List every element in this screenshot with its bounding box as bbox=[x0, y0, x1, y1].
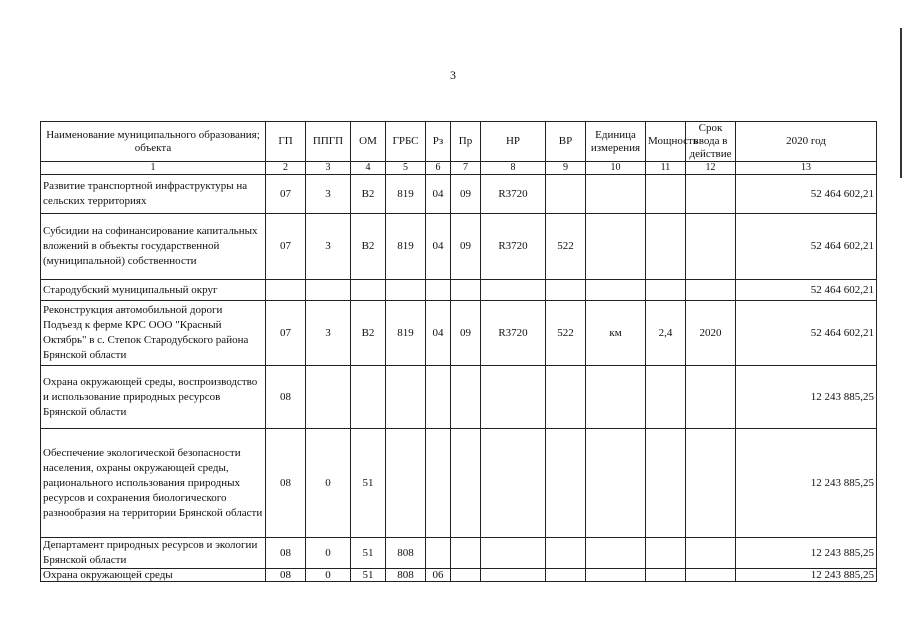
cell-grbs: 819 bbox=[386, 301, 426, 366]
header-capacity: Мощность bbox=[646, 122, 686, 162]
column-number: 3 bbox=[306, 162, 351, 175]
cell-term bbox=[686, 429, 736, 538]
cell-om: В2 bbox=[351, 214, 386, 280]
cell-capacity bbox=[646, 569, 686, 582]
column-number: 11 bbox=[646, 162, 686, 175]
cell-capacity bbox=[646, 538, 686, 569]
cell-name: Охрана окружающей среды, воспроизводство и использование природных ресурсов Брянской области bbox=[41, 366, 266, 429]
cell-vr bbox=[546, 366, 586, 429]
cell-grbs bbox=[386, 366, 426, 429]
cell-gp bbox=[266, 280, 306, 301]
cell-vr: 522 bbox=[546, 214, 586, 280]
table-row bbox=[41, 569, 877, 582]
column-number: 12 bbox=[686, 162, 736, 175]
table-row bbox=[41, 280, 877, 301]
cell-ppgp: 3 bbox=[306, 301, 351, 366]
cell-capacity bbox=[646, 175, 686, 214]
cell-unit bbox=[586, 366, 646, 429]
cell-name: Департамент природных ресурсов и экологии Брянской области bbox=[41, 538, 266, 569]
cell-unit bbox=[586, 280, 646, 301]
cell-pr bbox=[451, 538, 481, 569]
column-number: 5 bbox=[386, 162, 426, 175]
table-row bbox=[41, 429, 877, 538]
header-rz: Рз bbox=[426, 122, 451, 162]
cell-rz: 04 bbox=[426, 301, 451, 366]
table-row bbox=[41, 301, 877, 366]
cell-om: 51 bbox=[351, 429, 386, 538]
cell-pr bbox=[451, 280, 481, 301]
cell-ppgp: 0 bbox=[306, 538, 351, 569]
cell-rz: 04 bbox=[426, 175, 451, 214]
header-nr: НР bbox=[481, 122, 546, 162]
cell-om bbox=[351, 366, 386, 429]
cell-amount: 52 464 602,21 bbox=[736, 175, 877, 214]
cell-nr: R3720 bbox=[481, 214, 546, 280]
cell-term bbox=[686, 366, 736, 429]
header-unit: Единица измерения bbox=[586, 122, 646, 162]
cell-vr bbox=[546, 429, 586, 538]
cell-term: 2020 bbox=[686, 301, 736, 366]
cell-unit bbox=[586, 175, 646, 214]
header-row bbox=[41, 122, 877, 162]
cell-nr bbox=[481, 538, 546, 569]
cell-nr bbox=[481, 280, 546, 301]
cell-rz bbox=[426, 280, 451, 301]
header-term: Срок ввода в действие bbox=[686, 122, 736, 162]
scan-edge-line bbox=[900, 28, 902, 178]
cell-nr: R3720 bbox=[481, 175, 546, 214]
cell-gp: 07 bbox=[266, 301, 306, 366]
cell-unit: км bbox=[586, 301, 646, 366]
cell-pr bbox=[451, 366, 481, 429]
cell-vr bbox=[546, 280, 586, 301]
cell-capacity bbox=[646, 280, 686, 301]
cell-capacity bbox=[646, 366, 686, 429]
column-number: 6 bbox=[426, 162, 451, 175]
cell-unit bbox=[586, 214, 646, 280]
cell-gp: 08 bbox=[266, 569, 306, 582]
cell-om: 51 bbox=[351, 538, 386, 569]
cell-rz: 06 bbox=[426, 569, 451, 582]
cell-rz bbox=[426, 429, 451, 538]
budget-table bbox=[40, 121, 877, 582]
cell-grbs: 819 bbox=[386, 214, 426, 280]
cell-term bbox=[686, 538, 736, 569]
cell-gp: 07 bbox=[266, 214, 306, 280]
cell-vr bbox=[546, 538, 586, 569]
cell-grbs: 808 bbox=[386, 538, 426, 569]
page-number: 3 bbox=[450, 68, 456, 82]
cell-vr bbox=[546, 175, 586, 214]
cell-amount: 52 464 602,21 bbox=[736, 280, 877, 301]
header-grbs: ГРБС bbox=[386, 122, 426, 162]
cell-rz bbox=[426, 538, 451, 569]
cell-unit bbox=[586, 569, 646, 582]
header-name: Наименование муниципального образования; объекта bbox=[41, 122, 266, 162]
cell-ppgp bbox=[306, 366, 351, 429]
cell-nr bbox=[481, 366, 546, 429]
cell-name: Стародубский муниципальный округ bbox=[41, 280, 266, 301]
header-vr: ВР bbox=[546, 122, 586, 162]
cell-capacity: 2,4 bbox=[646, 301, 686, 366]
cell-ppgp: 3 bbox=[306, 175, 351, 214]
cell-capacity bbox=[646, 429, 686, 538]
cell-capacity bbox=[646, 214, 686, 280]
cell-grbs bbox=[386, 429, 426, 538]
header-om: ОМ bbox=[351, 122, 386, 162]
cell-om bbox=[351, 280, 386, 301]
column-number: 13 bbox=[736, 162, 877, 175]
cell-ppgp bbox=[306, 280, 351, 301]
cell-name: Охрана окружающей среды bbox=[41, 569, 266, 582]
cell-ppgp: 0 bbox=[306, 429, 351, 538]
column-number: 9 bbox=[546, 162, 586, 175]
cell-rz bbox=[426, 366, 451, 429]
cell-amount: 12 243 885,25 bbox=[736, 538, 877, 569]
cell-vr bbox=[546, 569, 586, 582]
cell-name: Обеспечение экологической безопасности населения, охраны окружающей среды, рационального использования природных ресурсов и сохранения биологического разнообразия на территории Брянской области bbox=[41, 429, 266, 538]
column-number: 1 bbox=[41, 162, 266, 175]
header-pr: Пр bbox=[451, 122, 481, 162]
cell-name: Реконструкция автомобильной дороги Подъезд к ферме КРС ООО "Красный Октябрь" в с. Степок Стародубского района Брянской области bbox=[41, 301, 266, 366]
column-number-row bbox=[41, 162, 877, 175]
cell-amount: 12 243 885,25 bbox=[736, 569, 877, 582]
cell-ppgp: 0 bbox=[306, 569, 351, 582]
cell-grbs: 808 bbox=[386, 569, 426, 582]
cell-gp: 07 bbox=[266, 175, 306, 214]
column-number: 2 bbox=[266, 162, 306, 175]
cell-pr: 09 bbox=[451, 175, 481, 214]
cell-om: В2 bbox=[351, 301, 386, 366]
table-row bbox=[41, 538, 877, 569]
cell-om: В2 bbox=[351, 175, 386, 214]
cell-nr: R3720 bbox=[481, 301, 546, 366]
cell-name: Субсидии на софинансирование капитальных вложений в объекты государственной (муниципальной) собственности bbox=[41, 214, 266, 280]
cell-ppgp: 3 bbox=[306, 214, 351, 280]
cell-name: Развитие транспортной инфраструктуры на сельских территориях bbox=[41, 175, 266, 214]
cell-vr: 522 bbox=[546, 301, 586, 366]
cell-term bbox=[686, 569, 736, 582]
cell-amount: 52 464 602,21 bbox=[736, 301, 877, 366]
header-gp: ГП bbox=[266, 122, 306, 162]
cell-amount: 12 243 885,25 bbox=[736, 429, 877, 538]
cell-grbs: 819 bbox=[386, 175, 426, 214]
cell-unit bbox=[586, 429, 646, 538]
cell-term bbox=[686, 175, 736, 214]
cell-pr bbox=[451, 429, 481, 538]
cell-pr: 09 bbox=[451, 301, 481, 366]
column-number: 4 bbox=[351, 162, 386, 175]
cell-unit bbox=[586, 538, 646, 569]
cell-gp: 08 bbox=[266, 366, 306, 429]
header-ppgp: ППГП bbox=[306, 122, 351, 162]
cell-term bbox=[686, 214, 736, 280]
table-row bbox=[41, 175, 877, 214]
cell-rz: 04 bbox=[426, 214, 451, 280]
cell-grbs bbox=[386, 280, 426, 301]
cell-amount: 12 243 885,25 bbox=[736, 366, 877, 429]
cell-pr: 09 bbox=[451, 214, 481, 280]
column-number: 10 bbox=[586, 162, 646, 175]
column-number: 7 bbox=[451, 162, 481, 175]
header-year: 2020 год bbox=[736, 122, 877, 162]
cell-amount: 52 464 602,21 bbox=[736, 214, 877, 280]
cell-gp: 08 bbox=[266, 538, 306, 569]
cell-term bbox=[686, 280, 736, 301]
cell-om: 51 bbox=[351, 569, 386, 582]
cell-nr bbox=[481, 569, 546, 582]
table-row bbox=[41, 214, 877, 280]
cell-pr bbox=[451, 569, 481, 582]
column-number: 8 bbox=[481, 162, 546, 175]
cell-gp: 08 bbox=[266, 429, 306, 538]
table-row bbox=[41, 366, 877, 429]
cell-nr bbox=[481, 429, 546, 538]
